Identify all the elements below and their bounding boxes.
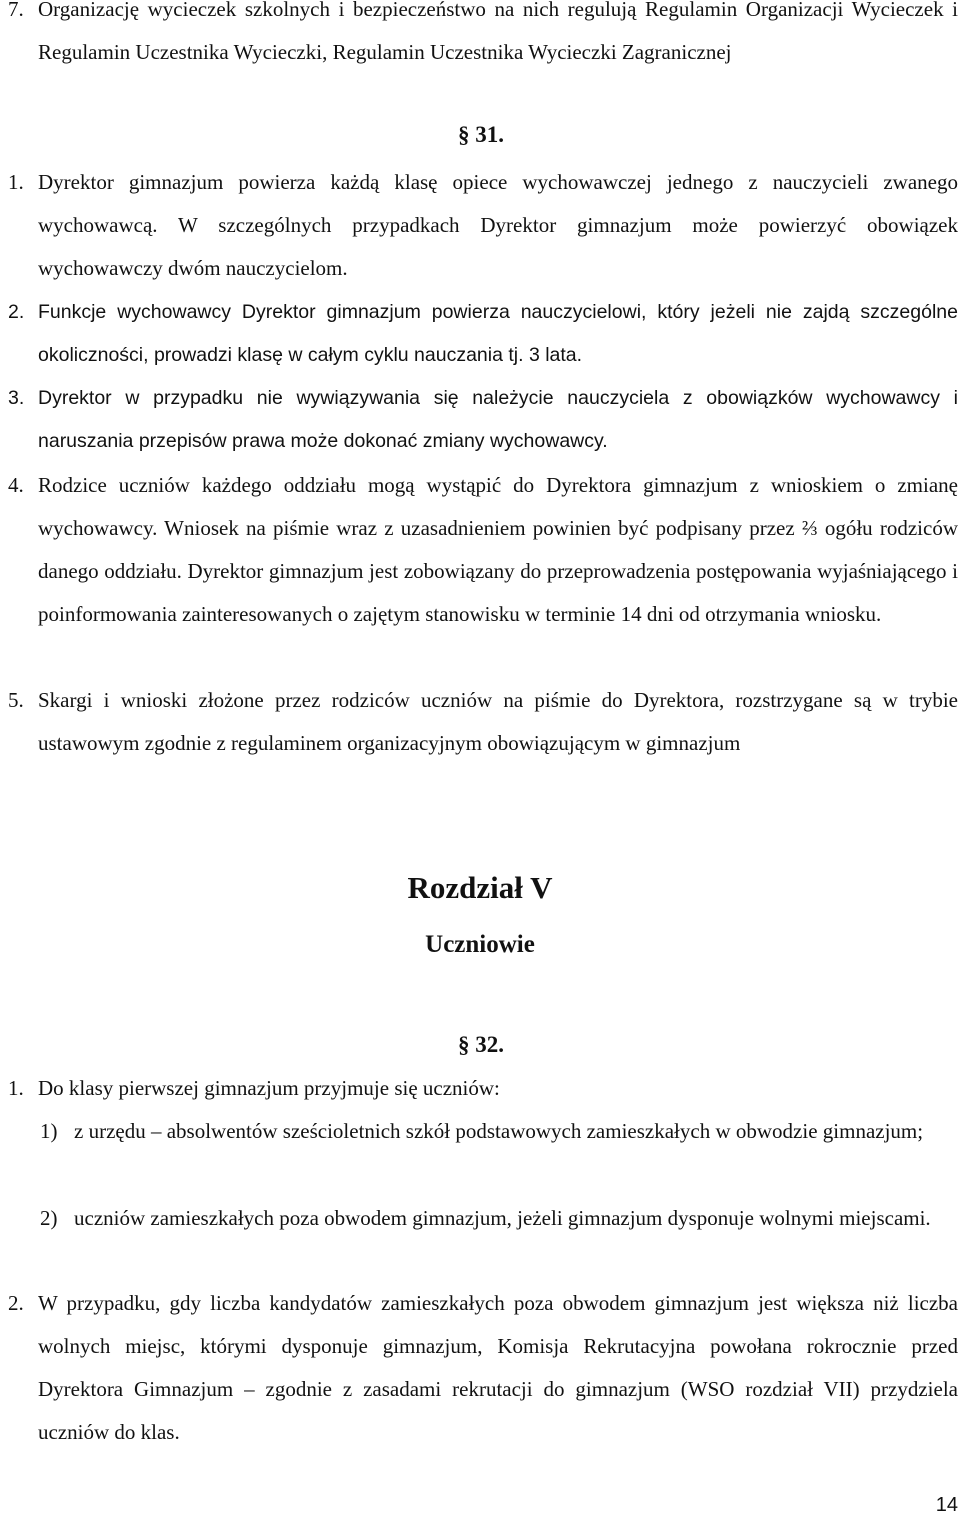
list-item (8, 1067, 958, 1110)
item-number: 4. (8, 473, 24, 497)
chapter-title: Rozdział V (407, 870, 553, 905)
list-item (8, 679, 958, 765)
list-item (8, 377, 958, 463)
list-item (8, 291, 958, 377)
sub-list-item (40, 1110, 958, 1153)
item-number: 1. (8, 170, 24, 194)
item-text: Rodzice uczniów każdego oddziału mogą wystąpić do Dyrektora gimnazjum z wnioskiem o zmianę wychowawcy. Wniosek na piśmie wraz z uzasadnieniem powinien być podpisany przez ⅔ ogółu rodziców danego oddziału. Dyrektor gimnazjum jest zobowiązany do przeprowadzenia postępowania wyjaśniającego i poinformowania zainteresowanych o zajętym stanowisku w terminie 14 dni od otrzymania wniosku. (38, 473, 958, 626)
item-text: Skargi i wnioski złożone przez rodziców uczniów na piśmie do Dyrektora, rozstrzygane są w trybie ustawowym zgodnie z regulaminem organizacyjnym obowiązującym w gimnazjum (38, 688, 958, 755)
item-number: 2. (8, 1291, 24, 1315)
item-number: 3. (8, 387, 25, 409)
list-item (8, 0, 958, 74)
page-number: 14 (935, 1494, 958, 1516)
list-item (8, 464, 958, 636)
item-text: z urzędu – absolwentów sześcioletnich szkół podstawowych zamieszkałych w obwodzie gimnazjum; (74, 1119, 924, 1143)
item-number: 1. (8, 1076, 24, 1100)
item-text: Organizację wycieczek szkolnych i bezpieczeństwo na nich regulują Regulamin Organizacji Wycieczek i Regulamin Uczestnika Wycieczki, Regulamin Uczestnika Wycieczki Zagranicznej (38, 0, 958, 64)
item-text: Do klasy pierwszej gimnazjum przyjmuje się uczniów: (38, 1076, 500, 1100)
item-number: 2) (40, 1206, 58, 1230)
section-heading: § 32. (458, 1032, 504, 1057)
chapter-subtitle: Uczniowie (425, 931, 535, 958)
item-text: W przypadku, gdy liczba kandydatów zamieszkałych poza obwodem gimnazjum jest większa niż liczba wolnych miejsc, którymi dysponuje gimnazjum, Komisja Rekrutacyjna powołana rokrocznie przed Dyrektora Gimnazjum – zgodnie z zasadami rekrutacji do gimnazjum (WSO rozdział VII) przydziela uczniów do klas. (38, 1291, 958, 1444)
item-text: Funkcje wychowawcy Dyrektor gimnazjum powierza nauczycielowi, który jeżeli nie zajdą szczególne okoliczności, prowadzi klasę w całym cyklu nauczania tj. 3 lata. (38, 301, 958, 366)
sub-list-item (40, 1197, 958, 1240)
item-text: Dyrektor w przypadku nie wywiązywania się należycie nauczyciela z obowiązków wychowawcy i naruszania przepisów prawa może dokonać zmiany wychowawcy. (38, 387, 958, 452)
item-number: 7. (8, 0, 24, 21)
item-number: 2. (8, 301, 25, 323)
item-text: uczniów zamieszkałych poza obwodem gimnazjum, jeżeli gimnazjum dysponuje wolnymi miejscami. (74, 1206, 931, 1230)
section-heading: § 31. (458, 122, 504, 147)
list-item (8, 1282, 958, 1454)
item-number: 5. (8, 688, 24, 712)
item-number: 1) (40, 1119, 58, 1143)
item-text: Dyrektor gimnazjum powierza każdą klasę opiece wychowawczej jednego z nauczycieli zwanego wychowawcą. W szczególnych przypadkach Dyrektor gimnazjum może powierzyć obowiązek wychowawczy dwóm nauczycielom. (38, 170, 958, 280)
list-item (8, 161, 958, 290)
